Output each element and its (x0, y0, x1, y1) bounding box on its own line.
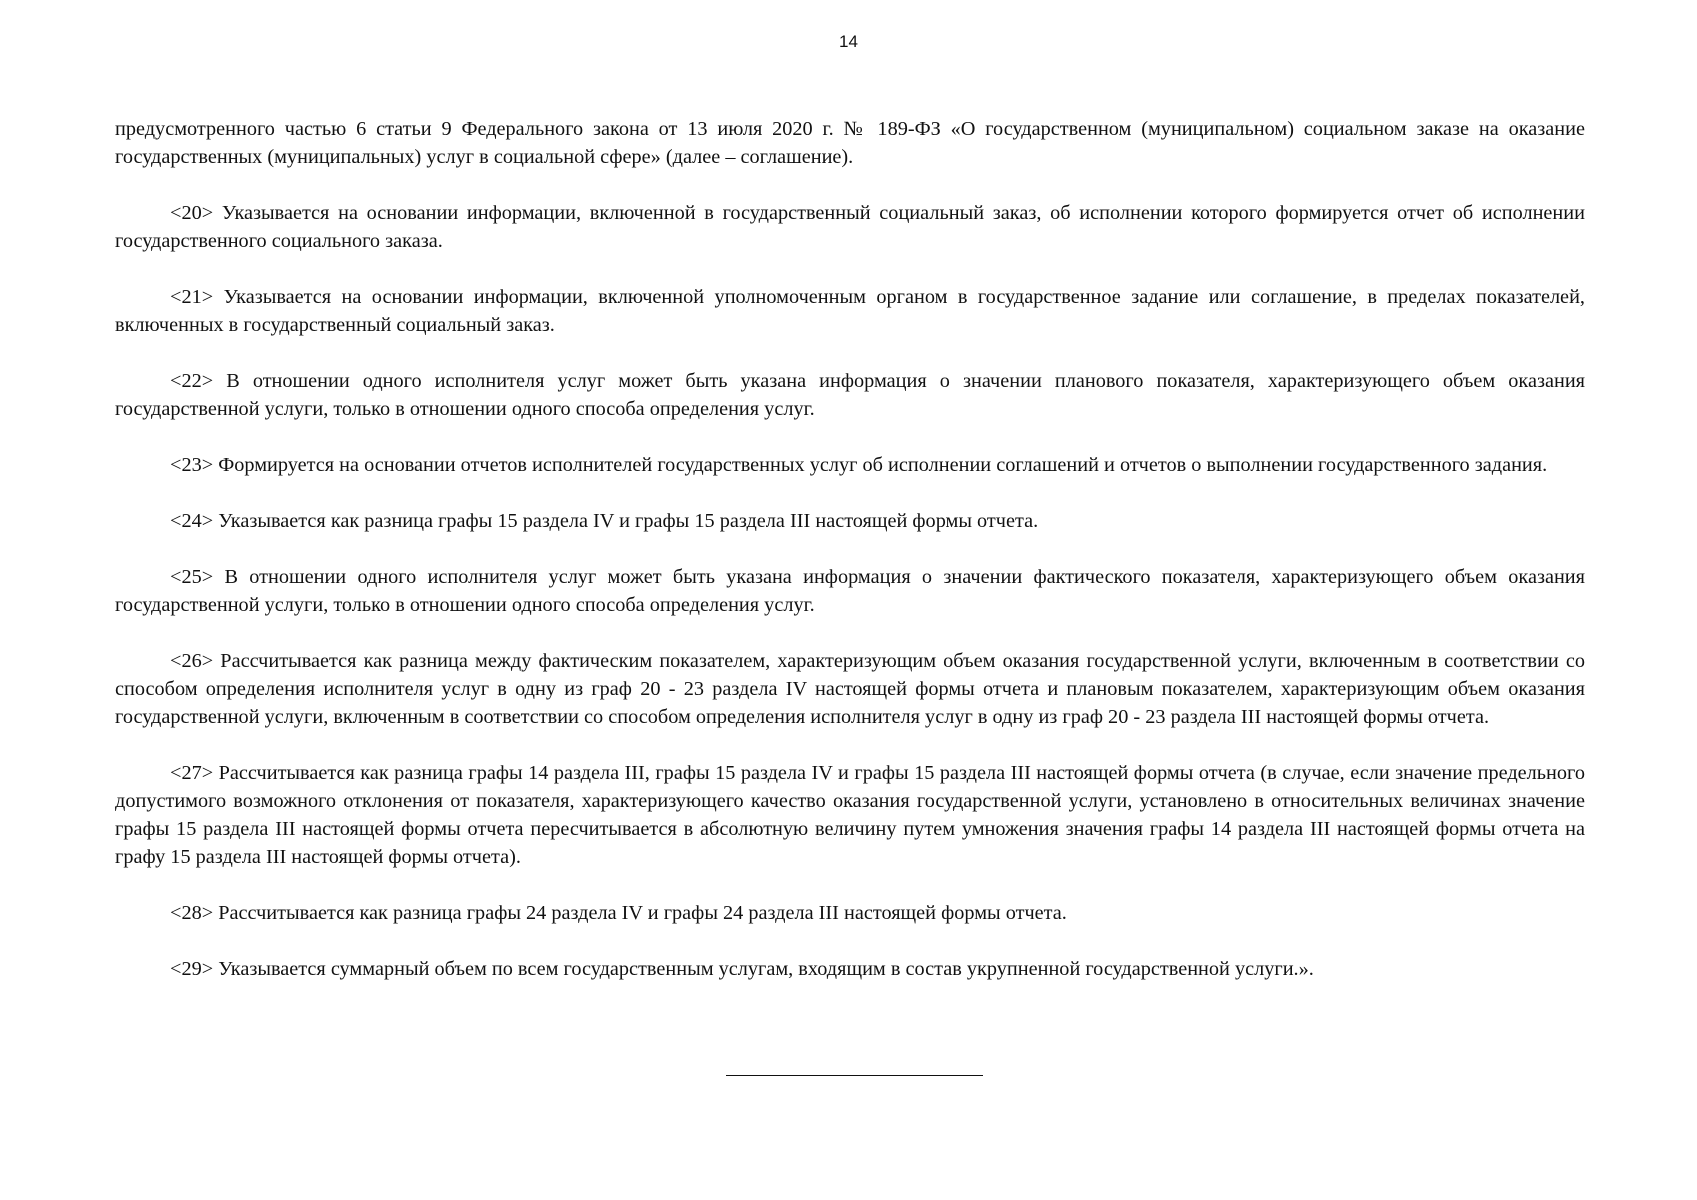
footnote-28: <28> Рассчитывается как разница графы 24 раздела IV и графы 24 раздела III настоящей формы отчета. (170, 902, 1067, 924)
footnote-20: <20> Указывается на основании информации, включенной в государственный социальный заказ, об исполнении которого формируется отчет об исполнении государственного социального заказа. (115, 202, 1585, 252)
document-body (115, 115, 1585, 1011)
footnote-27: <27> Рассчитывается как разница графы 14 раздела III, графы 15 раздела IV и графы 15 раздела III настоящей формы отчета (в случае, если значение предельного допустимого возможного отклонения от показателя, характеризующего качество оказания государственной услуги, установлено в относительных величинах значение графы 15 раздела III настоящей формы отчета пересчитывается в абсолютную величину путем умножения значения графы 14 раздела III настоящей формы отчета на графу 15 раздела III настоящей формы отчета). (115, 762, 1585, 868)
footnote-29: <29> Указывается суммарный объем по всем государственным услугам, входящим в состав укрупненной государственной услуги.». (170, 958, 1314, 980)
footnote-21: <21> Указывается на основании информации, включенной уполномоченным органом в государственное задание или соглашение, в пределах показателей, включенных в государственный социальный заказ. (115, 286, 1585, 336)
footnote-25: <25> В отношении одного исполнителя услуг может быть указана информация о значении фактического показателя, характеризующего объем оказания государственной услуги, только в отношении одного способа определения услуг. (115, 566, 1585, 616)
footnote-24: <24> Указывается как разница графы 15 раздела IV и графы 15 раздела III настоящей формы отчета. (170, 510, 1039, 532)
footnote-23: <23> Формируется на основании отчетов исполнителей государственных услуг об исполнении соглашений и отчетов о выполнении государственного задания. (170, 454, 1548, 476)
page-number: 14 (839, 32, 858, 51)
footnote-26: <26> Рассчитывается как разница между фактическим показателем, характеризующим объем оказания государственной услуги, включенным в соответствии со способом определения исполнителя услуг в одну из граф 20 - 23 раздела IV настоящей формы отчета и плановым показателем, характеризующим объем оказания государственной услуги, включенным в соответствии со способом определения исполнителя услуг в одну из граф 20 - 23 раздела III настоящей формы отчета. (115, 650, 1585, 728)
paragraph-continuation: предусмотренного частью 6 статьи 9 Федерального закона от 13 июля 2020 г. № 189-ФЗ «О государственном (муниципальном) социальном заказе на оказание государственных (муниципальных) услуг в социальной сфере» (далее – соглашение). (115, 118, 1585, 168)
end-of-text-rule (726, 1075, 983, 1076)
footnote-22: <22> В отношении одного исполнителя услуг может быть указана информация о значении планового показателя, характеризующего объем оказания государственной услуги, только в отношении одного способа определения услуг. (115, 370, 1585, 420)
